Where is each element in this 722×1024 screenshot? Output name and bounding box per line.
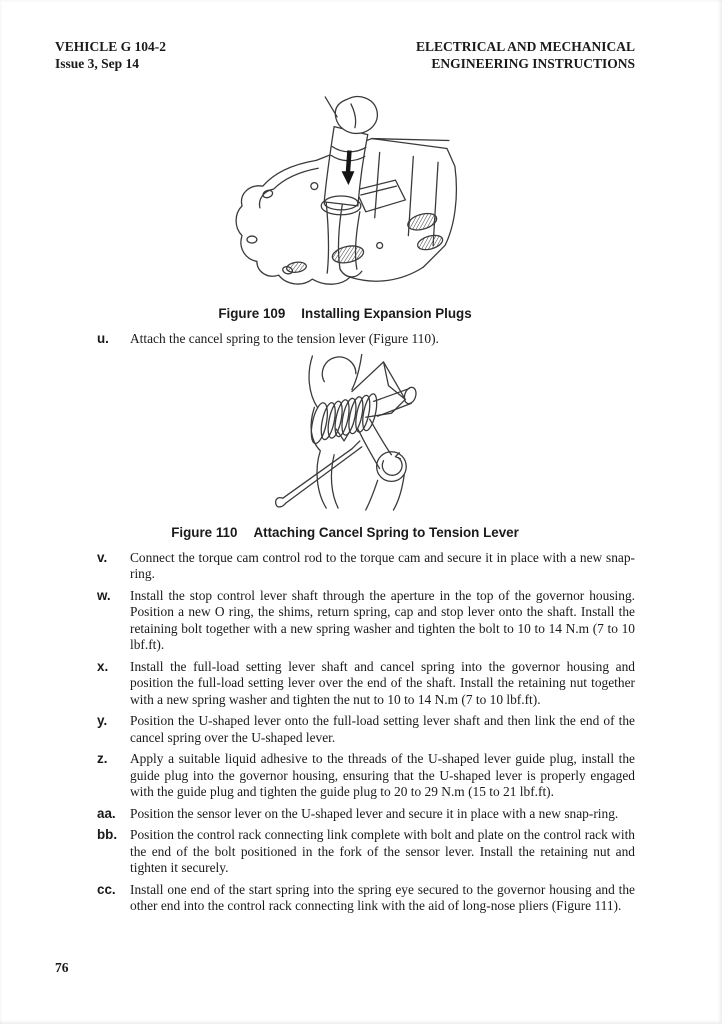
- figure-109-caption: [55, 305, 635, 322]
- figure-109-number: Figure 109: [218, 306, 286, 321]
- paragraph-label: aa.: [97, 805, 116, 821]
- header-publication-id: VEHICLE G 104-2: [55, 39, 167, 54]
- figure-110-caption: [55, 524, 635, 541]
- paragraph-text: Position the control rack connecting link complete with bolt and plate on the control rack with the end of the bolt positioned in the fork of the sensor lever. Install the retaining nut and tighten it securely.: [130, 827, 635, 875]
- paragraph-y: [55, 713, 635, 746]
- paragraph-text: Install the full-load setting lever shaft and cancel spring into the governor housing and position the full-load setting lever over the end of the shaft. Install the retaining nut together with a new spring washer and tighten the nut to 10 to 14 N.m (7 to 10 lbf.ft).: [130, 658, 635, 707]
- header-right: [416, 38, 635, 72]
- paragraph-label: u.: [97, 331, 109, 346]
- paragraph-cc: [55, 882, 635, 915]
- paragraph-aa: [55, 806, 635, 823]
- paragraph-label: cc.: [97, 881, 116, 897]
- figure-109: [55, 95, 635, 298]
- figure-109-title: Installing Expansion Plugs: [301, 306, 472, 321]
- header-org-line1: ELECTRICAL AND MECHANICAL: [415, 39, 635, 54]
- paragraph-text: Install the stop control lever shaft through the aperture in the top of the governor housing. Position a new O ring, the shims, return spring, cap and stop lever onto the shaft. Install the retaining bolt together with a new spring washer and tighten the bolt to 10 to 14 N.m (7 to 10 lbf.ft).: [130, 587, 635, 652]
- paragraph-text: Connect the torque cam control rod to the torque cam and secure it in place with a new snap-ring.: [130, 549, 635, 581]
- paragraph-label: w.: [97, 587, 111, 603]
- paragraph-text: Install one end of the start spring into the spring eye secured to the governor housing and the other end into the control rack connecting link with the aid of long-nose pliers (Figure 111).: [130, 881, 635, 913]
- paragraph-text: Position the U-shaped lever onto the full-load setting lever shaft and then link the end of the cancel spring over the U-shaped lever.: [130, 713, 635, 745]
- header-org-line2: ENGINEERING INSTRUCTIONS: [431, 56, 635, 71]
- figure-110: [57, 354, 637, 517]
- paragraph-u: [55, 331, 635, 348]
- header-left: [55, 38, 166, 72]
- paragraph-bb: [55, 827, 635, 877]
- page-header: [55, 38, 635, 72]
- paragraph-text: Position the sensor lever on the U-shaped lever and secure it in place with a new snap-ring.: [130, 805, 619, 821]
- figure-110-illustration: [272, 354, 422, 512]
- page-number: 76: [55, 960, 69, 975]
- paragraph-label: bb.: [97, 827, 118, 842]
- figure-109-illustration: [231, 95, 459, 293]
- paragraph-text: Apply a suitable liquid adhesive to the threads of the U-shaped lever guide plug, install the guide plug into the governor housing, ensuring that the U-shaped lever is properly engaged with the guide plug and tighten the guide plug to 20 to 29 N.m (15 to 21 lbf.ft).: [130, 751, 635, 799]
- figure-110-number: Figure 110: [171, 524, 238, 540]
- paragraph-v: [55, 550, 635, 583]
- paragraph-label: x.: [97, 658, 109, 674]
- paragraph-x: [55, 659, 635, 709]
- paragraph-z: [55, 751, 635, 801]
- paragraph-label: y.: [97, 713, 108, 728]
- paragraph-label: v.: [97, 549, 108, 565]
- header-issue-date: Issue 3, Sep 14: [55, 56, 140, 71]
- paragraph-w: [55, 588, 635, 654]
- paragraph-label: z.: [97, 751, 108, 766]
- figure-110-title: Attaching Cancel Spring to Tension Lever: [253, 524, 519, 540]
- paragraph-text: Attach the cancel spring to the tension lever (Figure 110).: [130, 331, 439, 346]
